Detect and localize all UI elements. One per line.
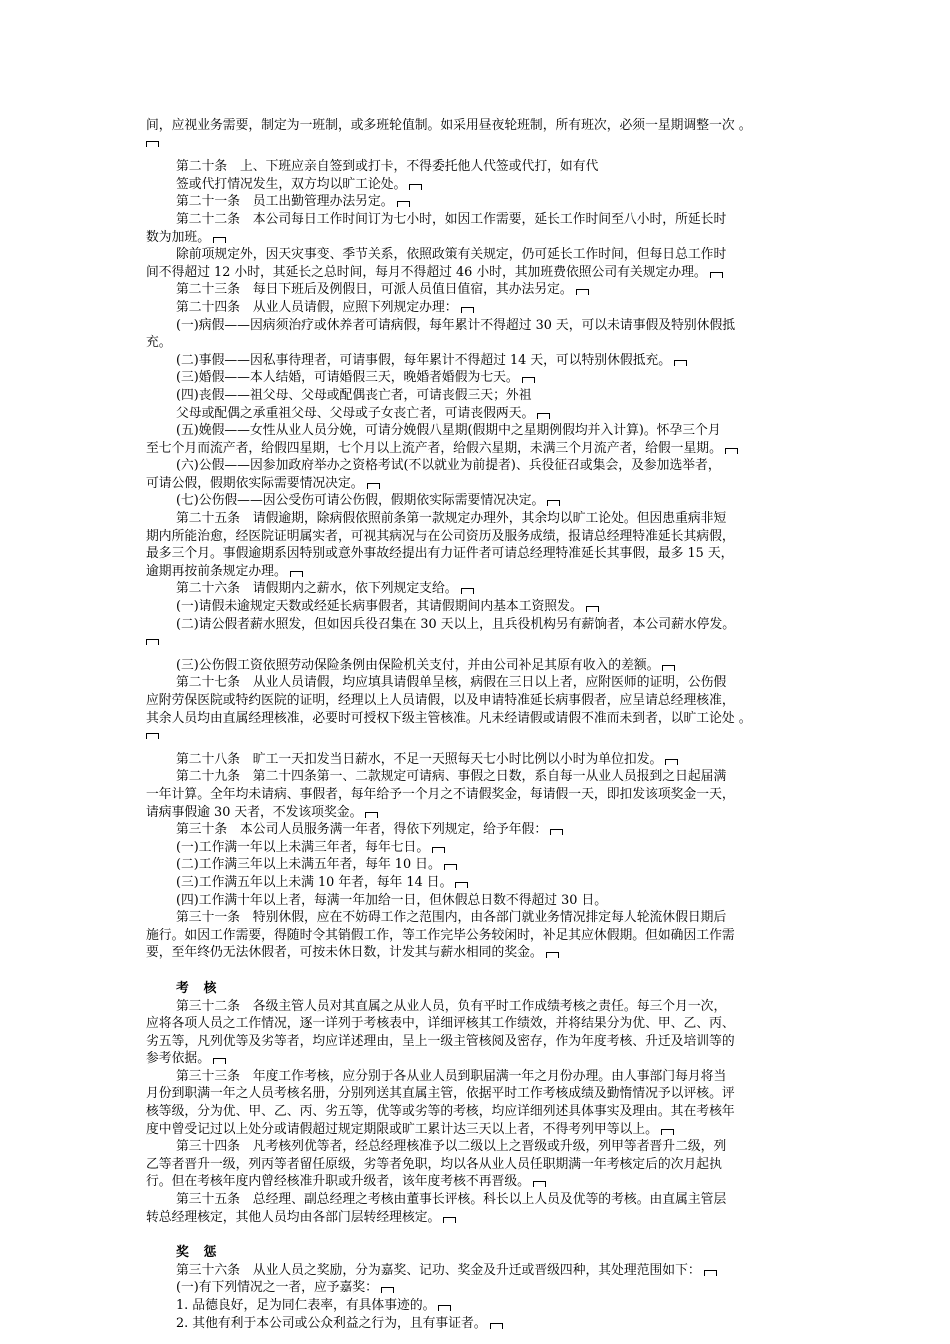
text-line	[146, 1085, 816, 1103]
text-line	[146, 710, 816, 728]
line-text: 第二十二条 本公司每日工作时间订为七小时，如因工作需要，延长工作时间至八小时，所延长时	[176, 211, 727, 227]
line-text: 第三十五条 总经理、副总经理之考核由董事长评核。科长以上人员及优等的考核。由直属主管层	[176, 1192, 727, 1208]
text-line	[146, 804, 816, 822]
text-line	[146, 751, 816, 769]
text-line	[146, 492, 816, 510]
line-text: (五)娩假——女性从业人员分娩，可请分娩假八星期(假期中之星期例假均并入计算)。怀孕三个月	[176, 423, 721, 439]
text-line	[146, 1209, 816, 1227]
text-line	[146, 821, 816, 839]
text-line	[146, 211, 816, 229]
section-heading	[146, 980, 816, 998]
line-text: (三)公伤假工资依照劳动保险条例由保险机关支付，并由公司补足其原有收入的差额。	[176, 657, 660, 673]
text-line	[146, 141, 816, 159]
text-line	[146, 1262, 816, 1280]
text-line	[146, 510, 816, 528]
line-text: 第二十三条 每日下班后及例假日，可派人员值日值宿，其办法另定。	[176, 282, 573, 298]
text-line	[146, 317, 816, 335]
line-text: 第二十条 上、下班应亲自签到或打卡，不得委托他人代签或代打，如有代	[176, 159, 599, 175]
paragraph-mark-icon	[438, 1305, 451, 1311]
line-text: 充。	[146, 335, 172, 351]
line-text: (七)公伤假——因公受伤可请公伤假，假期依实际需要情况决定。	[176, 493, 545, 509]
paragraph-mark-icon	[490, 1323, 503, 1329]
text-line	[146, 405, 816, 423]
line-text: 第二十一条 员工出勤管理办法另定。	[176, 194, 394, 210]
paragraph-mark-icon	[397, 201, 410, 207]
paragraph-mark-icon	[522, 377, 535, 383]
line-text: 应将各项人员之工作情况，逐一详列于考核表中，详细评核其工作绩效，并将结果分为优、甲、乙、丙、	[146, 1016, 735, 1032]
paragraph-mark-icon	[704, 1270, 717, 1276]
text-line	[146, 909, 816, 927]
text-line	[146, 1033, 816, 1051]
line-text: 乙等者晋升一级，列丙等者留任原级，劣等者免职，均以各从业人员任职期满一年考核定后的次月起执	[146, 1156, 722, 1172]
paragraph-mark-icon	[710, 272, 723, 278]
line-text: 期内所能治愈，经医院证明属实者，可视其病况与在公司资历及服务成绩，报请总经理特准延长其病假，	[146, 528, 735, 544]
paragraph-mark-icon	[661, 1129, 674, 1135]
text-line	[146, 229, 816, 247]
section-gap	[146, 962, 816, 980]
paragraph-mark-icon	[725, 448, 738, 454]
line-text: 第二十四条 从业人员请假，应照下列规定办理：	[176, 299, 458, 315]
text-line	[146, 387, 816, 405]
line-text: 考 核	[176, 980, 218, 996]
paragraph-mark-icon	[146, 141, 159, 147]
text-line	[146, 598, 816, 616]
text-line	[146, 927, 816, 945]
text-line	[146, 176, 816, 194]
text-line	[146, 657, 816, 675]
text-line	[146, 1015, 816, 1033]
line-text: (一)病假——因病须治疗或休养者可请病假，每年累计不得超过 30 天，可以未请事假及特别休假抵	[176, 317, 736, 333]
text-line	[146, 1068, 816, 1086]
paragraph-mark-icon	[367, 483, 380, 489]
paragraph-mark-icon	[586, 606, 599, 612]
text-line	[146, 580, 816, 598]
text-line	[146, 1315, 816, 1333]
paragraph-mark-icon	[444, 864, 457, 870]
paragraph-mark-icon	[461, 307, 474, 313]
line-text: 第二十五条 请假逾期，除病假依照前条第一款规定办理外，其余均以旷工论处。但因患重病非短	[176, 511, 727, 527]
line-text: 施行。如因工作需要，得随时令其销假工作，等工作完毕公务较闲时，补足其应休假期。但如确因工作需	[146, 927, 735, 943]
paragraph-mark-icon	[665, 759, 678, 765]
text-line	[146, 422, 816, 440]
line-text: 应附劳保医院或特约医院的证明，经理以上人员请假，以及申请特准延长病事假者，应呈请总经理核准，	[146, 693, 735, 708]
line-text: (二)工作满三年以上未满五年者，每年 10 日。	[176, 857, 441, 873]
text-line	[146, 874, 816, 892]
paragraph-mark-icon	[455, 882, 468, 888]
line-text: 参考依据。	[146, 1051, 210, 1067]
text-line	[146, 563, 816, 581]
line-text: 月份到职满一年之人员考核名册，分别列送其直属主管，依据平时工作考核成绩及勤惰情况予以评核。评	[146, 1086, 735, 1102]
paragraph-mark-icon	[546, 952, 559, 958]
line-text: 第三十条 本公司人员服务满一年者，得依下列规定，给予年假：	[176, 822, 548, 838]
line-text: 至七个月而流产者，给假四星期，七个月以上流产者，给假六星期，未满三个月流产者，给假一星期。	[146, 440, 722, 456]
line-text: 第三十一条 特别休假，应在不妨碍工作之范围内，由各部门就业务情况排定每人轮流休假日期后	[176, 910, 727, 926]
line-text: (一)工作满一年以上未满三年者，每年七日。	[176, 839, 430, 855]
text-line	[146, 528, 816, 546]
line-text: (三)婚假——本人结婚，可请婚假三天，晚婚者婚假为七天。	[176, 370, 519, 386]
paragraph-mark-icon	[365, 812, 378, 818]
line-text: (四)丧假——祖父母、父母或配偶丧亡者，可请丧假三天；外祖	[176, 387, 532, 403]
paragraph-mark-icon	[213, 237, 226, 243]
line-text: (一)有下列情况之一者，应予嘉奖：	[176, 1280, 378, 1296]
text-line	[146, 639, 816, 657]
paragraph-mark-icon	[533, 1181, 546, 1187]
line-text: 最多三个月。事假逾期系因特别或意外事故经提出有力证件者可请总经理特准延长其事假，最多 15 天，	[146, 546, 734, 562]
line-text: 度中曾受记过以上处分或请假超过规定期限或旷工累计达三天以上者，不得考列甲等以上。	[146, 1121, 658, 1137]
line-text: 第二十六条 请假期内之薪水，依下列规定支给。	[176, 581, 458, 597]
text-line	[146, 246, 816, 264]
line-text: 间不得超过 12 小时，其延长之总时间，每月不得超过 46 小时，其加班费依照公司有关规定办理。	[146, 264, 707, 280]
text-line	[146, 1121, 816, 1139]
text-line	[146, 334, 816, 352]
line-text: 一年计算。全年均未请病、事假者，每年给予一个月之不请假奖金，每请假一天，即扣发该项奖金一天，	[146, 786, 735, 802]
line-text: 要，至年终仍无法休假者，可按未休日数，计发其与薪水相同的奖金。	[146, 945, 543, 961]
line-text: 第三十二条 各级主管人员对其直属之从业人员，负有平时工作成绩考核之责任。每三个月一次，	[176, 998, 727, 1014]
line-text: 间，应视业务需要，制定为一班制，或多班轮值制。如采用昼夜轮班制，所有班次，必须一星期调整一次 。	[146, 118, 752, 133]
text-line	[146, 158, 816, 176]
text-line	[146, 786, 816, 804]
paragraph-mark-icon	[662, 665, 675, 671]
text-line	[146, 545, 816, 563]
text-line	[146, 768, 816, 786]
paragraph-mark-icon	[409, 184, 422, 190]
line-text: 2. 其他有利于本公司或公众利益之行为，且有事证者。	[176, 1315, 487, 1331]
text-line	[146, 1279, 816, 1297]
line-text: 第三十三条 年度工作考核，应分别于各从业人员到职届满一年之月份办理。由人事部门每月将当	[176, 1068, 727, 1084]
line-text: (三)工作满五年以上未满 10 年者，每年 14 日。	[176, 874, 453, 890]
paragraph-mark-icon	[290, 571, 303, 577]
section-gap	[146, 1226, 816, 1244]
text-line	[146, 369, 816, 387]
text-line	[146, 839, 816, 857]
line-text: 数为加班。	[146, 229, 210, 245]
paragraph-mark-icon	[146, 733, 159, 739]
text-line	[146, 616, 816, 634]
line-text: 劣五等，凡列优等及劣等者，均应详述理由，呈上一级主管核阅及密存，作为年度考核、升迁及培训等的	[146, 1033, 735, 1049]
line-text: 第三十六条 从业人员之奖励，分为嘉奖、记功、奖金及升迁或晋级四种，其处理范围如下：	[176, 1262, 701, 1278]
text-line	[146, 352, 816, 370]
text-line	[146, 892, 816, 910]
paragraph-mark-icon	[146, 639, 159, 645]
text-line	[146, 193, 816, 211]
line-text: 核等级，分为优、甲、乙、丙、劣五等，优等或劣等的考核，均应详细列述具体事实及理由。其在考核年	[146, 1104, 735, 1120]
text-line	[146, 1156, 816, 1174]
text-line	[146, 944, 816, 962]
document-body	[146, 117, 816, 1332]
text-line	[146, 457, 816, 475]
text-line	[146, 475, 816, 493]
line-text: 第二十七条 从业人员请假，均应填具请假单呈核，病假在三日以上者，应附医师的证明，公伤假	[176, 675, 727, 691]
line-text: 请病事假逾 30 天者，不发该项奖金。	[146, 804, 363, 820]
line-text: 可请公假，假期依实际需要情况决定。	[146, 475, 364, 491]
paragraph-mark-icon	[213, 1058, 226, 1064]
text-line	[146, 281, 816, 299]
text-line	[146, 856, 816, 874]
line-text: 行。但在考核年度内曾经核准升职或升级者，该年度考核不再晋级。	[146, 1174, 530, 1190]
text-line	[146, 440, 816, 458]
text-line	[146, 674, 816, 692]
text-line	[146, 264, 816, 282]
text-line	[146, 1103, 816, 1121]
text-line	[146, 1191, 816, 1209]
line-text: 1. 品德良好，足为同仁表率，有具体事迹的。	[176, 1298, 436, 1313]
line-text: (二)事假——因私事待理者，可请事假，每年累计不得超过 14 天，可以特别休假抵充。	[176, 352, 672, 368]
text-line	[146, 1050, 816, 1068]
line-text: 第二十八条 旷工一天扣发当日薪水，不足一天照每天七小时比例以小时为单位扣发。	[176, 751, 663, 767]
paragraph-mark-icon	[547, 500, 560, 506]
line-text: 转总经理核定，其他人员均由各部门层转经理核定。	[146, 1209, 441, 1225]
line-text: (二)请公假者薪水照发，但如因兵役召集在 30 天以上，且兵役机构另有薪饷者，本公司薪水停发。	[176, 616, 736, 632]
paragraph-mark-icon	[443, 1217, 456, 1223]
text-line	[146, 1297, 816, 1315]
line-text: (一)请假未逾规定天数或经延长病事假者，其请假期间内基本工资照发。	[176, 599, 583, 615]
line-text: 签或代打情况发生，双方均以旷工论处。	[176, 176, 407, 192]
paragraph-mark-icon	[674, 360, 687, 366]
paragraph-mark-icon	[550, 829, 563, 835]
text-line	[146, 1173, 816, 1191]
line-text: 第三十四条 凡考核列优等者，经总经理核准予以二级以上之晋级或升级，列甲等者晋升二级，列	[176, 1139, 727, 1155]
line-text: 奖 惩	[176, 1245, 218, 1261]
text-line	[146, 998, 816, 1016]
line-text: 其余人员均由直属经理核准，必要时可授权下级主管核准。凡未经请假或请假不准而未到者，以旷工论处 。	[146, 710, 752, 726]
line-text: 父母或配偶之承重祖父母、父母或子女丧亡者，可请丧假两天。	[176, 405, 535, 421]
paragraph-mark-icon	[461, 588, 474, 594]
paragraph-mark-icon	[576, 289, 589, 295]
text-line	[146, 299, 816, 317]
section-heading	[146, 1244, 816, 1262]
paragraph-mark-icon	[537, 413, 550, 419]
line-text: 逾期再按前条规定办理。	[146, 563, 287, 579]
line-text: 第二十九条 第二十四条第一、二款规定可请病、事假之日数，系自每一从业人员报到之日起届满	[176, 769, 727, 785]
paragraph-mark-icon	[381, 1287, 394, 1293]
text-line	[146, 117, 816, 135]
line-text: (六)公假——因参加政府举办之资格考试(不以就业为前提者)、兵役征召或集会，及参加选举者，	[176, 458, 721, 474]
text-line	[146, 733, 816, 751]
line-text: (四)工作满十年以上者，每满一年加给一日，但休假总日数不得超过 30 日。	[176, 892, 608, 908]
text-line	[146, 692, 816, 710]
text-line	[146, 1138, 816, 1156]
line-text: 除前项规定外，因天灾事变、季节关系，依照政策有关规定，仍可延长工作时间，但每日总工作时	[176, 247, 727, 263]
paragraph-mark-icon	[432, 847, 445, 853]
